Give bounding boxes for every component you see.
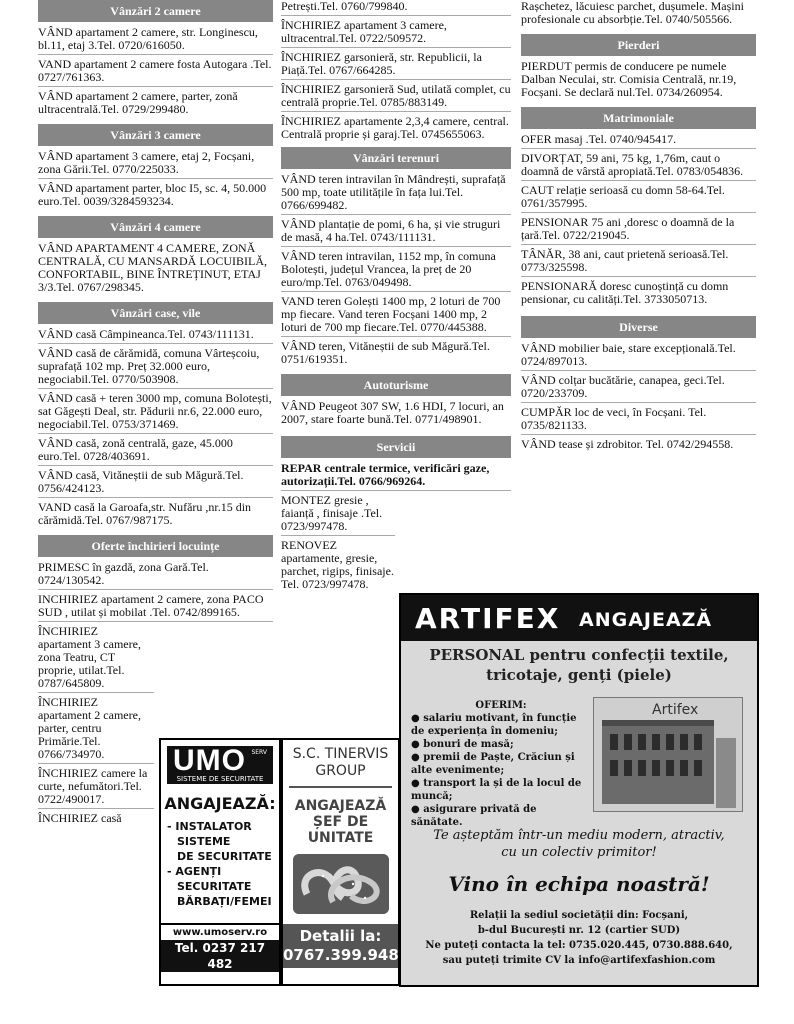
ad: ÎNCHIRIEZ casă [38,811,122,825]
ad: VÂND APARTAMENT 4 CAMERE, ZONĂ CENTRALĂ, CU MANSARDĂ LOCUIBILĂ, CONFORTABIL, BINE ÎNTREȚINUT, ETAJ 3/3.Tel. 0767/298345. [38,241,268,294]
umo-logo-serv: SERV [251,749,267,756]
list-item: - INSTALATOR [167,820,252,833]
list-item: ● salariu motivant, în funcție de experiența în domeniu; [411,712,591,738]
ad: VÂND Peugeot 307 SW, 1.6 HDI, 7 locuri, an 2007, stare foarte bună.Tel. 0771/498901. [281,399,504,426]
ad: VÂND apartament 3 camere, etaj 2, Focșani, zona Gării.Tel. 0770/225033. [38,150,273,179]
ad: VAND teren Golești 1400 mp, 2 loturi de 700 mp fiecare. Vand teren Focșani 1400 mp, 2 loturi de 700 mp fiecare.Tel. 0770/445388. [281,295,511,337]
tinervis-title: ANGAJEAZĂ ȘEF DE UNITATE [294,798,387,846]
ad: ÎNCHIRIEZ garsonieră Sud, utilată complet, cu centrală proprie.Tel. 0785/883149. [281,83,511,112]
contact-line: Ne puteți contacta la tel: 0735.020.445, 0730.888.640, [425,940,733,951]
ad: VÂND apartament 2 camere, parter, zonă ultracentrală.Tel. 0729/299480. [38,89,238,116]
ad: MONTEZ gresie , faianță , finisaje .Tel. 0723/997478. [281,494,395,536]
ad: VÂND casă de cărămidă, comuna Vârteșcoiu, suprafață 102 mp. Preț 32.000 euro, negociabil.Tel. 0770/503908. [38,347,273,389]
umo-logo-sub: SISTEME DE SECURITATE [176,775,264,783]
umo-logo-text: UMO [173,744,246,777]
details-label: Detalii la: [299,927,382,945]
artifex-vino: Vino în echipa noastră! [448,872,710,896]
section-header: Oferte închirieri locuințe [38,535,273,557]
artifex-slogan: Te așteptăm într-un mediu modern, atractiv, cu un colectiv primitor! [433,828,725,860]
artifex-name: ARTIFEX [415,602,561,635]
artifex-contact [401,908,757,968]
list-item: BĂRBAȚI/FEMEI [177,895,272,908]
ad: VÂND teren intravilan în Mândrești, suprafață 500 mp, toate utilitățile în fața lui.Tel. 0766/699482. [281,173,511,215]
ad: VÂND plantație de pomi, 6 ha, și vie struguri de masă, 4 ha.Tel. 0743/111131. [281,218,511,247]
list-item: DE SECURITATE [177,850,272,863]
section-header: Vânzări case, vile [38,302,273,324]
ad: Petrești.Tel. 0760/799840. [281,0,511,16]
section-header: Vânzări 4 camere [38,216,273,238]
umo-website: www.umoserv.ro [161,923,279,938]
umo-title: ANGAJEAZĂ: [164,794,276,813]
artifex-offer [411,699,591,829]
section-header: Vânzări 2 camere [38,0,273,22]
artifex-banner [401,595,757,641]
ad: VÂND casă Câmpineanca.Tel. 0743/111131. [38,328,273,344]
list-item: ● bonuri de masă; [411,738,591,751]
ad: DIVORȚAT, 59 ani, 75 kg, 1,76m, caut o doamnă de vârstă apropiată.Tel. 0783/054836. [521,152,756,181]
ad: CUMPĂR loc de veci, în Focșani. Tel. 0735/821133. [521,406,756,435]
umo-job-list [161,819,279,909]
umo-logo [167,746,273,784]
tinervis-ad [281,738,400,986]
section-header: Autoturisme [281,374,511,396]
ad: OFER masaj .Tel. 0740/945417. [521,133,756,149]
ad: CAUT relație serioasă cu domn 58-64.Tel. 0761/357995. [521,184,756,213]
ad: TÂNĂR, 38 ani, caut prietenă serioasă.Tel. 0773/325598. [521,248,756,277]
ad: VÂND apartament 2 camere, str. Longinescu, bl.11, etaj 3.Tel. 0720/616050. [38,26,273,55]
list-item: ● transport la și de la locul de muncă; [411,777,591,803]
ad: ÎNCHIRIEZ apartament 3 camere, zona Teatru, CT proprie, utilat.Tel. 0787/645809. [38,625,154,693]
column-1 [38,0,273,830]
list-item: SISTEME [177,835,231,848]
ad: PENSIONARĂ doresc cunoștință cu domn pensionar, cu calități.Tel. 3733050713. [521,279,729,306]
column-3 [521,0,756,456]
ad: VÂND colțar bucătărie, canapea, geci.Tel. 0720/233709. [521,374,756,403]
section-header: Vânzări 3 camere [38,124,273,146]
section-header: Servicii [281,436,511,458]
pretzel-icon [293,854,389,914]
ad: VÂND teren, Vităneștii de sub Măgură.Tel. 0751/619351. [281,339,490,366]
ad: VÂND teren intravilan, 1152 mp, în comuna Bolotești, județul Vrancea, la preț de 20 euro/mp.Tel. 0763/049498. [281,250,511,292]
ad: ÎNCHIRIEZ apartamente 2,3,4 camere, central. Centrală proprie și garaj.Tel. 0745655063. [281,114,509,141]
offer-title: OFERIM: [475,700,527,711]
ad: VÂND apartament parter, bloc I5, sc. 4, 50.000 euro.Tel. 0039/3284593234. [38,181,267,208]
ad: PRIMESC în gazdă, zona Gară.Tel. 0724/130542. [38,561,273,590]
ad: VÂND casă + teren 3000 mp, comuna Bolotești, sat Găgești Deal, str. Pădurii nr.6, 22.000 euro, negociabil.Tel. 0753/371469. [38,392,273,434]
section-header: Matrimoniale [521,107,756,129]
list-item: ● premii de Paște, Crăciun și alte evenimente; [411,751,591,777]
tinervis-contact [283,924,398,968]
ad: REPAR centrale termice, verificări gaze, autorizații.Tel. 0766/969264. [281,462,511,491]
ad: ÎNCHIRIEZ apartament 3 camere, ultracentral.Tel. 0722/509572. [281,19,511,48]
section-header: Diverse [521,316,756,338]
building-photo [593,697,743,812]
ad: ÎNCHIRIEZ camere la curte, nefumători.Tel. 0722/490017. [38,767,154,809]
contact-line: sau puteți trimite CV la info@artifexfashion.com [442,955,716,966]
umo-ad [159,738,281,986]
contact-line: Relații la sediul societății din: Focșani, [469,910,689,921]
contact-line: b-dul București nr. 12 (cartier SUD) [477,925,681,936]
ad: ÎNCHIRIEZ garsonieră, str. Republicii, la Piață.Tel. 0767/664285. [281,51,511,80]
photo-logo: Artifex [652,702,699,718]
tinervis-phone: 0767.399.948 [283,946,399,964]
artifex-hiring: ANGAJEAZĂ [579,609,713,631]
umo-phone: Tel. 0237 217 482 [161,940,279,972]
ad: INCHIRIEZ apartament 2 camere, zona PACO SUD , utilat și mobilat .Tel. 0742/899165. [38,593,273,622]
ad: VÂND casă, Vităneștii de sub Măgură.Tel. 0756/424123. [38,469,273,498]
ad: PENSIONAR 75 ani ,doresc o doamnă de la țară.Tel. 0722/219045. [521,216,756,245]
list-item: SECURITATE [177,880,252,893]
list-item: - AGENȚI [167,865,222,878]
ad: VÂND casă, zonă centrală, gaze, 45.000 euro.Tel. 0728/403691. [38,437,273,466]
pretzel-image [293,854,389,914]
section-header: Vânzări terenuri [281,147,511,169]
ad: PIERDUT permis de conducere pe numele Dalban Neculai, str. Comisia Centrală, nr.19, Focșani. Se declară nul.Tel. 0734/260954. [521,59,737,99]
ad: ÎNCHIRIEZ apartament 2 camere, parter, centru Primărie.Tel. 0766/734970. [38,696,154,764]
ad: VAND apartament 2 camere fosta Autogara .Tel. 0727/761363. [38,58,273,87]
ad: VAND casă la Garoafa,str. Nufăru ,nr.15 din cărămidă.Tel. 0767/987175. [38,500,252,527]
list-item: ● asigurare privată de sănătate. [411,803,591,829]
ad: VÂND tease și zdrobitor. Tel. 0742/294558. [521,437,734,451]
ad: VÂND mobilier baie, stare excepțională.Tel. 0724/897013. [521,342,756,371]
artifex-ad [399,593,759,987]
ad: RENOVEZ apartamente, gresie, parchet, rigips, finisaje. Tel. 0723/997478. [281,538,394,591]
column-2 [281,0,511,596]
ad: Rașchetez, lăcuiesc parchet, dușumele. Mașini profesionale cu absorbție.Tel. 0740/505566. [521,0,744,26]
section-header: Pierderi [521,34,756,56]
tinervis-name: S.C. TINERVIS GROUP [289,746,392,788]
artifex-personal: PERSONAL pentru confecții textile, tricotaje, genți (piele) [429,646,729,684]
